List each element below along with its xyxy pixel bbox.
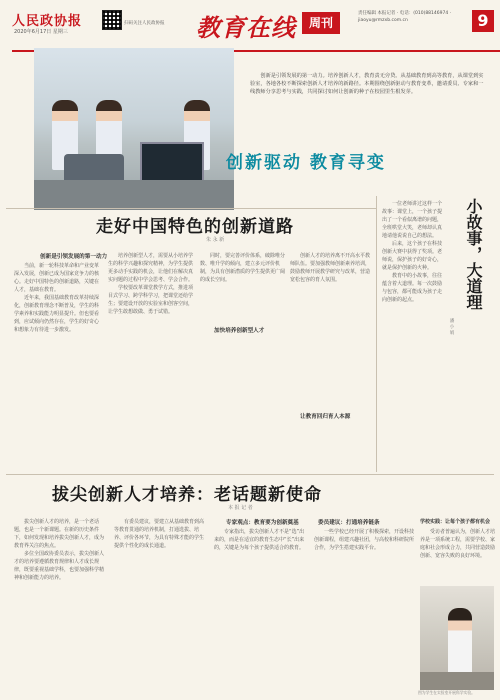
page-number: 9	[472, 10, 494, 32]
sidebar-byline: 潘 小 娟	[449, 318, 454, 335]
article1-byline: 朱 永 新	[206, 237, 225, 243]
article1-paragraph: 创新人才的培养离不开高水平教师队伍。要加强教师创新素养培训，鼓励教师开展教学研究与改革，营造宽松包容的育人氛围。	[290, 253, 371, 283]
article1-subhead: 加快培养创新型人才	[214, 328, 265, 334]
lab-table	[34, 180, 234, 210]
article1-paragraph: 同时，要完善评价体系，破除唯分数、唯升学的倾向，建立多元评价机制，为具有创新潜质的学生提供更广阔的成长空间。	[200, 253, 286, 283]
article2-subhead: 委员建议：打通培养链条	[318, 520, 380, 526]
edition-info: 责任编辑 本报记者 · 电话：(010)88146974 · jiaoyu@rmzxb.com.cn	[358, 11, 452, 23]
sidebar-column	[382, 200, 444, 472]
article1-paragraph: 学校要改革课堂教学方式，推进项目式学习、跨学科学习，把课堂还给学生；要建设开放的实验室和创客空间，让学生敢想敢做、勇于试错。	[108, 285, 194, 315]
paper-name: 人民政协报	[12, 14, 83, 29]
sidebar-paragraph: 教育中的小故事，往往蕴含着大道理。每一次鼓励与包容，都可能成为孩子走向创新的起点。	[382, 273, 443, 303]
article1-paragraph: 培养创新型人才，需要从小培养学生的科学兴趣和探究精神，为学生提供更多动手实践的机会，让他们在解决真实问题的过程中学会思考、学会合作。	[108, 253, 194, 283]
section-divider	[6, 208, 376, 209]
article1-headline: 走好中国特色的创新道路	[96, 217, 294, 237]
sidebar-headline: 小故事，大道理	[464, 198, 483, 310]
weekly-badge: 周刊	[302, 12, 340, 34]
sidebar-divider	[376, 196, 377, 472]
section-title: 教育在线	[196, 13, 296, 42]
students-robotics-photo	[34, 48, 234, 210]
article1-subhead: 创新是引领发展的第一动力	[40, 254, 108, 260]
article2-paragraph: 拔尖创新人才的培养，是一个老话题，也是一个新课题。在新的历史条件下，如何发现和培养拔尖创新人才，成为教育界关注的焦点。	[14, 519, 105, 549]
article1-paragraph: 近年来，我国基础教育改革持续深化，创新教育理念不断普及，学生的科学素养和实践能力明显提升。但也要看到，应试倾向仍然存在，学生的好奇心和想象力有待进一步激发。	[14, 295, 100, 333]
qr-code-icon	[102, 10, 122, 30]
article2-column	[214, 528, 308, 694]
article2-paragraph: 多位全国政协委员表示，拔尖创新人才的培养要遵循教育规律和人才成长规律，既要重视基础学科，也要加强科学精神和创新能力的培养。	[14, 551, 105, 581]
article1-paragraph: 当前，新一轮科技革命和产业变革深入发展，创新已成为国家竞争力的核心。走好中国特色的创新道路，关键在人才，基础在教育。	[14, 263, 100, 293]
article2-subhead: 专家观点：教育要为创新奠基	[226, 520, 299, 526]
issue-date: 2020年6月17日 星期三	[14, 29, 68, 35]
article2-column	[14, 518, 108, 694]
photo-caption: 图为学生在实验室开展科学实验。	[418, 690, 475, 695]
article2-column	[314, 528, 414, 694]
article2-column	[114, 518, 208, 694]
article2-paragraph: 受访者普遍认为，创新人才培养是一项系统工程，需要学校、家庭和社会形成合力，共同营造鼓励创新、宽容失败的良好环境。	[420, 529, 496, 559]
article2-column	[420, 528, 496, 584]
article1-subhead: 让教育回归育人本源	[300, 414, 351, 420]
article2-headline: 拔尖创新人才培养：老话题新使命	[52, 485, 322, 505]
lead-slogan: 创新驱动 教育寻变	[226, 153, 386, 173]
section-divider	[6, 474, 494, 475]
article2-paragraph: 专家指出，拔尖创新人才不是“选”出来的，而是在适宜的教育生态中“长”出来的，关键是为每个孩子提供适合的教育。	[214, 529, 305, 551]
article1-column	[200, 252, 286, 472]
article2-subhead: 学校实践：让每个孩子都有机会	[420, 519, 491, 525]
article2-paragraph: 一些学校已经开展了积极探索，开设科技创新课程，组建兴趣社团，与高校和科研院所合作，为学生搭建实践平台。	[314, 529, 414, 551]
article2-byline: 本 报 记 者	[228, 505, 253, 511]
sidebar-paragraph: 后来，这个孩子在科技创新大赛中获得了奖项。老师说，保护孩子的好奇心，就是保护创新的火种。	[382, 241, 443, 271]
article1-column	[14, 262, 102, 472]
lead-intro: 创新是引领发展的第一动力。培养创新人才，教育责无旁贷。从基础教育到高等教育，从课堂到实验室，各地各校不断探索创新人才培养的新路径。本期围绕创新驱动与教育变革，邀请委员、专家和一线教师分享思考与实践，共同探讨如何让创新的种子在校园里生根发芽。	[250, 73, 484, 96]
article1-column	[290, 252, 374, 472]
qr-caption: 扫码关注人民政协报	[124, 21, 165, 26]
lab-bench	[420, 672, 494, 690]
student-lab-photo	[420, 586, 494, 690]
article2-paragraph: 有委员建议，要建立从基础教育到高等教育贯通的培养机制，打通选拔、培养、评价各环节，为具有特殊才能的学生提供个性化的成长通道。	[114, 519, 205, 549]
student-figure	[448, 608, 472, 678]
sidebar-paragraph: 一位老师讲过这样一个故事：课堂上，一个孩子提出了一个看似离谱的问题，全班哄堂大笑，老师却认真地请他说说自己的想法。	[382, 201, 443, 239]
article1-column	[108, 252, 194, 472]
laptop	[140, 142, 204, 182]
